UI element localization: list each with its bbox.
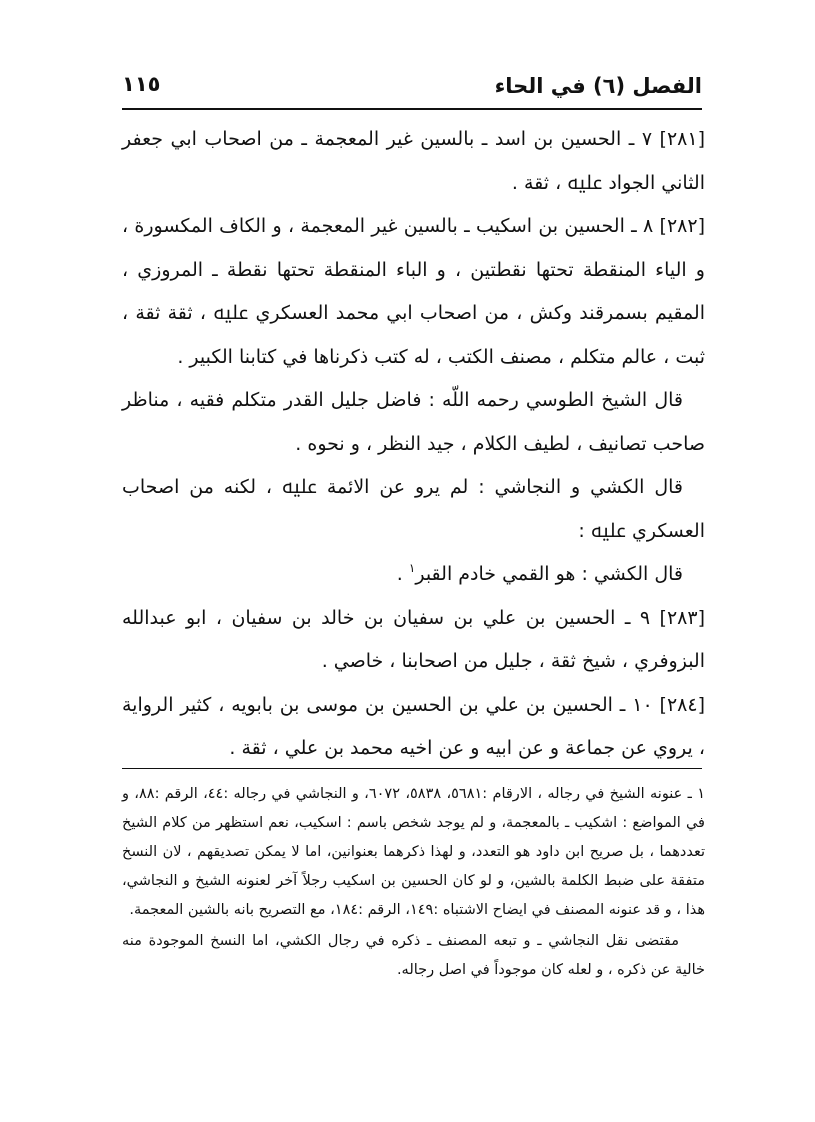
- entry-283: [٢٨٣] ٩ ـ الحسين بن علي بن سفيان بن خالد بن سفيان ، ابو عبدالله البزوفري ، شيخ ثقة ، جليل من اصحابنا ، خاصي .: [122, 606, 705, 672]
- footnote-2: مقتضى نقل النجاشي ـ و تبعه المصنف ـ ذكره في رجال الكشي، اما النسخ الموجودة منه خالية عن ذكره ، و لعله كان موجوداً في اصل رجاله.: [122, 933, 705, 978]
- page-header: [122, 70, 702, 106]
- footnote-marker[interactable]: ١: [408, 561, 416, 575]
- footnote-1: ١ ـ عنونه الشيخ في رجاله ، الارقام :٥٦٨١، ٥٨٣٨، ٦٠٧٢، و النجاشي في رجاله :٤٤، الرقم :٨٨، و في المواضع : اشكيب ـ بالمعجمة، و لم يوجد شخص باسم : اسكيب، نعم استظهر من كلام الشيخ تعددهما ، بل صريح ابن داود هو التعدد، و لهذا ذكرهما بعنوانين، اما لا يمكن تصديقهم ، لان النسخ متفقة على ضبط الكلمة بالشين، و لو كان الحسين بن اسكيب رجلاً آخر لعنونه الشيخ و النجاشي، هذا ، و قد عنونه المصنف في ايضاح الاشتباه :١٤٩، الرقم :١٨٤، مع التصريح بانه بالشين المعجمة.: [122, 786, 705, 918]
- chapter-title: الفصل (٦) في الحاء: [494, 74, 702, 98]
- main-text: [122, 118, 705, 771]
- page-number: ١١٥: [122, 72, 161, 96]
- tusi-quote: قال الشيخ الطوسي رحمه اللّه : فاضل جليل القدر متكلم فقيه ، مناظر صاحب تصانيف ، لطيف الكلام ، جيد النظر ، و نحوه .: [122, 389, 705, 455]
- footnote-divider: [122, 768, 702, 769]
- entry-284: [٢٨٤] ١٠ ـ الحسين بن علي بن الحسين بن موسى بن بابويه ، كثير الرواية ، يروي عن جماعة و عن ابيه و عن اخيه محمد بن علي ، ثقة .: [122, 693, 705, 759]
- footnotes: [122, 780, 705, 985]
- entry-282: [٢٨٢] ٨ ـ الحسين بن اسكيب ـ بالسين غير المعجمة ، و الكاف المكسورة ، و الياء المنقطة تحتها نقطتين ، و الباء المنقطة تحتها نقطة ـ المروزي ، المقيم بسمرقند وكش ، من اصحاب ابي محمد العسكري ﷷ ، ثقة ثقة ، ثبت ، عالم متكلم ، مصنف الكتب ، له كتب ذكرناها في كتابنا الكبير .: [122, 215, 705, 368]
- header-divider: [122, 108, 702, 110]
- kashshi-quote-text: قال الكشي : هو القمي خادم القبر: [415, 563, 683, 585]
- kashshi-najashi-quote: قال الكشي و النجاشي : لم يرو عن الائمة ﷷ ، لكنه من اصحاب العسكري ﷷ :: [122, 476, 705, 542]
- entry-281: [٢٨١] ٧ ـ الحسين بن اسد ـ بالسين غير المعجمة ـ من اصحاب ابي جعفر الثاني الجواد ﷷ ، ثقة .: [122, 128, 706, 194]
- kashshi-quote: قال الكشي : هو القمي خادم القبر$^١$ .: [396, 561, 683, 585]
